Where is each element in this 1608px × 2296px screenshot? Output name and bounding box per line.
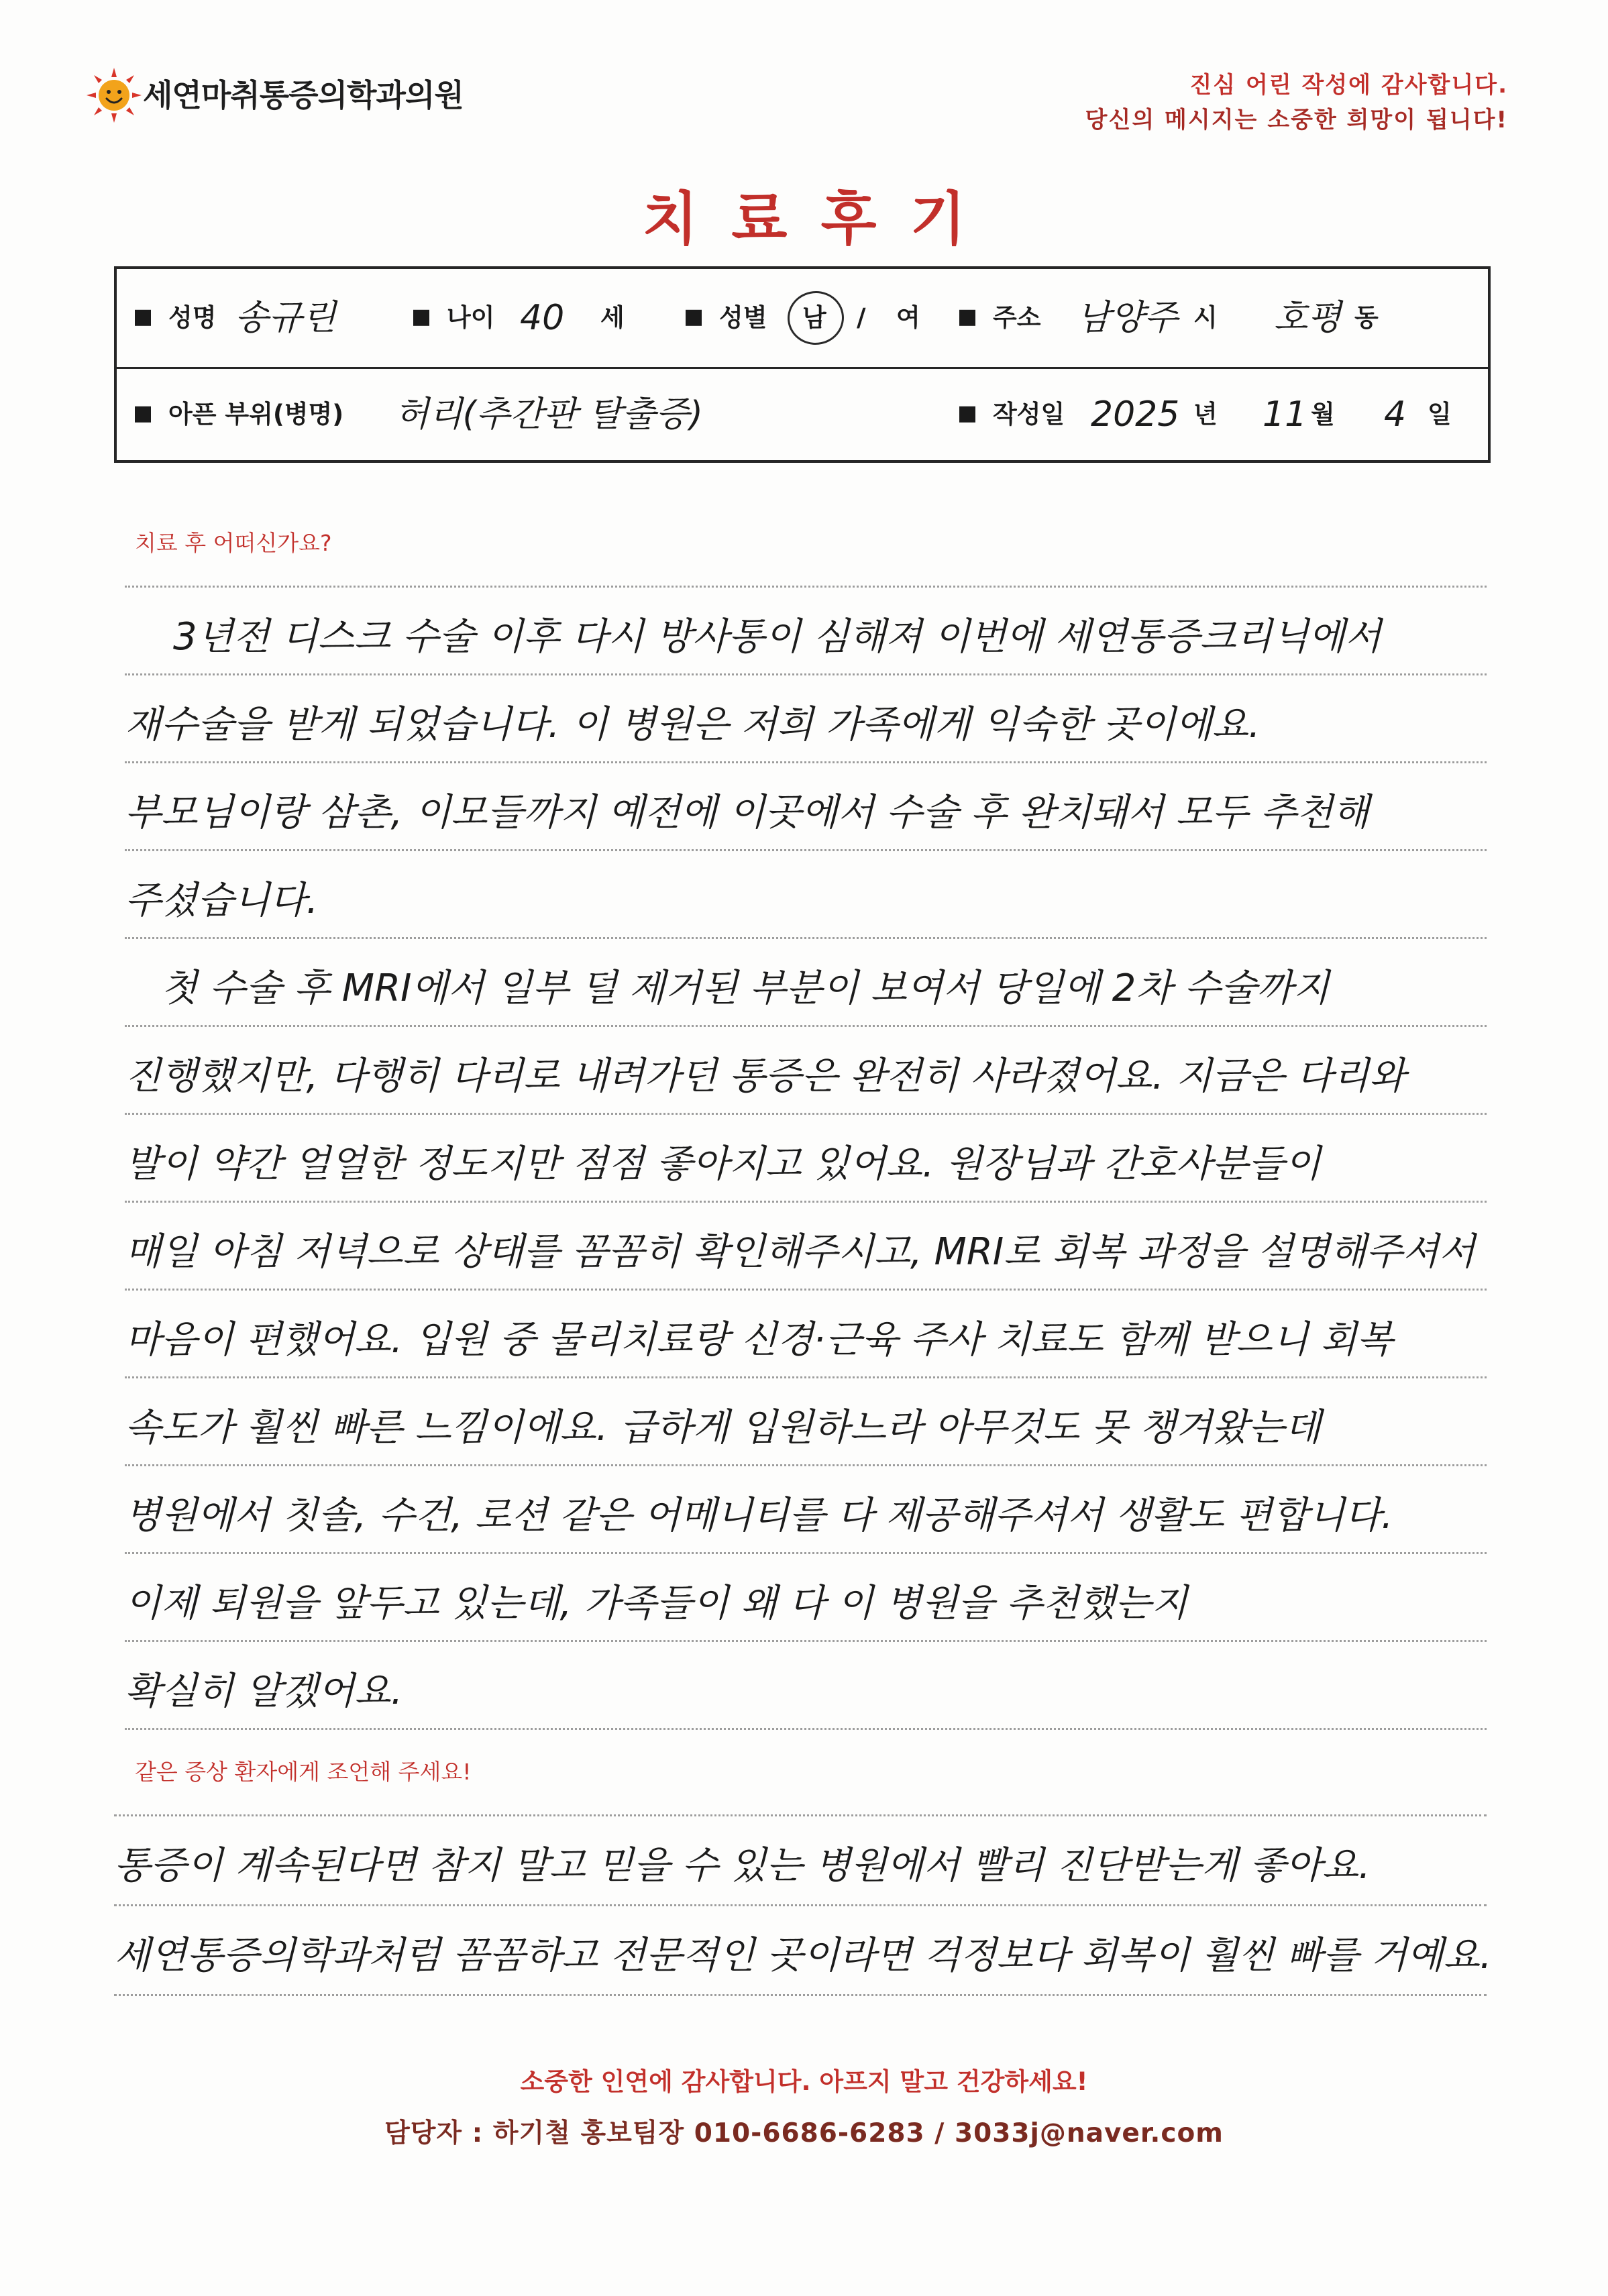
date-label bbox=[959, 400, 1065, 429]
review-line bbox=[125, 588, 1563, 675]
advice-line bbox=[114, 1906, 1563, 1996]
advice-prompt: 같은 증상 환자에게 조언해 주세요! bbox=[135, 1759, 472, 1785]
address-label-text: 주소 bbox=[993, 303, 1041, 332]
gender-female-option: 여 bbox=[896, 303, 920, 332]
date-year-value: 2025 bbox=[1091, 394, 1180, 435]
review-line-text: 3년전 디스크 수술 이후 다시 방사통이 심해져 이번에 세연통증크리닉에서 bbox=[173, 615, 1381, 659]
advice-lines bbox=[114, 1814, 1563, 1996]
bullet-square-icon bbox=[959, 406, 975, 423]
review-line bbox=[125, 1203, 1563, 1291]
address-city-value: 남양주 bbox=[1077, 297, 1178, 338]
advice-line bbox=[114, 1816, 1563, 1906]
review-line-text: 첫 수술 후 MRI에서 일부 덜 제거된 부분이 보여서 당일에 2차 수술까지 bbox=[161, 967, 1330, 1010]
review-line bbox=[125, 1291, 1563, 1378]
advice-line-text: 세연통증의학과처럼 꼼꼼하고 전문적인 곳이라면 걱정보다 회복이 훨씬 빠를 거예요. bbox=[114, 1934, 1492, 1977]
condition-label-text: 아픈 부위(병명) bbox=[168, 399, 344, 429]
clinic-name: 세연마취통증의학과의원 bbox=[143, 77, 464, 113]
page-title: 치료후기 bbox=[642, 186, 1000, 253]
condition-value: 허리(추간판 탈출증) bbox=[395, 394, 703, 435]
condition-label bbox=[135, 400, 343, 429]
gender-separator: / bbox=[857, 303, 866, 332]
name-label bbox=[135, 303, 216, 333]
gender-label-text: 성별 bbox=[719, 303, 767, 332]
review-line-text: 진행했지만, 다행히 다리로 내려가던 통증은 완전히 사라졌어요. 지금은 다리와 bbox=[125, 1054, 1406, 1098]
name-label-text: 성명 bbox=[168, 303, 217, 332]
age-unit: 세 bbox=[600, 303, 625, 332]
info-row-1 bbox=[117, 269, 1488, 369]
name-value: 송규린 bbox=[235, 297, 336, 338]
review-line bbox=[125, 1642, 1563, 1730]
age-label bbox=[413, 303, 494, 333]
review-line bbox=[125, 851, 1563, 939]
review-line-text: 마음이 편했어요. 입원 중 물리치료랑 신경·근육 주사 치료도 함께 받으니 회복 bbox=[125, 1318, 1393, 1362]
date-label-text: 작성일 bbox=[993, 399, 1065, 429]
bullet-square-icon bbox=[413, 310, 429, 326]
address-city-unit: 시 bbox=[1193, 303, 1218, 332]
thanks-line-2: 당신의 메시지는 소중한 희망이 됩니다! bbox=[1085, 107, 1508, 133]
review-line-text: 확실히 알겠어요. bbox=[125, 1670, 403, 1713]
address-label bbox=[959, 303, 1040, 333]
address-dong-unit: 동 bbox=[1354, 303, 1379, 332]
advice-line-text: 통증이 계속된다면 참지 말고 믿을 수 있는 병원에서 빨리 진단받는게 좋아요. bbox=[114, 1844, 1371, 1888]
review-line bbox=[125, 1115, 1563, 1203]
patient-info-box bbox=[114, 266, 1491, 463]
review-line bbox=[125, 1027, 1563, 1115]
review-line-text: 재수술을 받게 되었습니다. 이 병원은 저희 가족에게 익숙한 곳이에요. bbox=[125, 703, 1261, 747]
review-prompt: 치료 후 어떠신가요? bbox=[135, 530, 332, 556]
date-day-unit: 일 bbox=[1428, 399, 1452, 429]
review-line bbox=[125, 675, 1563, 763]
bullet-square-icon bbox=[135, 406, 151, 423]
review-line-text: 주셨습니다. bbox=[125, 879, 319, 922]
address-dong-value: 호평 bbox=[1274, 297, 1342, 338]
date-year-unit: 년 bbox=[1193, 399, 1218, 429]
review-line-text: 매일 아침 저녁으로 상태를 꼼꼼히 확인해주시고, MRI로 회복 과정을 설명해주셔서 bbox=[125, 1230, 1475, 1274]
review-line bbox=[125, 1378, 1563, 1466]
gender-label bbox=[686, 303, 767, 333]
review-line bbox=[125, 763, 1563, 851]
info-row-2 bbox=[117, 369, 1488, 460]
age-value: 40 bbox=[520, 297, 565, 338]
age-label-text: 나이 bbox=[447, 303, 495, 332]
header-thanks-message bbox=[1085, 68, 1508, 138]
review-line bbox=[125, 1466, 1563, 1554]
thanks-line-1: 진심 어린 작성에 감사합니다. bbox=[1189, 72, 1508, 99]
bullet-square-icon bbox=[686, 310, 702, 326]
bullet-square-icon bbox=[135, 310, 151, 326]
smiley-sun-icon bbox=[85, 66, 143, 124]
date-month-unit: 월 bbox=[1311, 399, 1335, 429]
footer-contact: 담당자 : 하기철 홍보팀장 010-6686-6283 / 3033j@naver.com bbox=[384, 2118, 1224, 2148]
date-month-value: 11 bbox=[1263, 394, 1307, 435]
review-line-text: 병원에서 칫솔, 수건, 로션 같은 어메니티를 다 제공해주셔서 생활도 편합니다. bbox=[125, 1494, 1393, 1537]
review-line-text: 부모님이랑 삼촌, 이모들까지 예전에 이곳에서 수술 후 완치돼서 모두 추천해 bbox=[125, 791, 1369, 834]
review-line-text: 속도가 훨씬 빠른 느낌이에요. 급하게 입원하느라 아무것도 못 챙겨왔는데 bbox=[125, 1406, 1322, 1450]
review-line bbox=[125, 939, 1563, 1027]
date-day-value: 4 bbox=[1384, 394, 1407, 435]
footer-thanks: 소중한 인연에 감사합니다. 아프지 말고 건강하세요! bbox=[520, 2067, 1088, 2096]
bullet-square-icon bbox=[959, 310, 975, 326]
review-lines bbox=[125, 586, 1563, 1730]
clinic-logo bbox=[85, 66, 464, 124]
gender-male-option: 남 bbox=[802, 303, 826, 332]
review-line bbox=[125, 1554, 1563, 1642]
review-line-text: 발이 약간 얼얼한 정도지만 점점 좋아지고 있어요. 원장님과 간호사분들이 bbox=[125, 1142, 1322, 1186]
review-line-text: 이제 퇴원을 앞두고 있는데, 가족들이 왜 다 이 병원을 추천했는지 bbox=[125, 1582, 1188, 1625]
